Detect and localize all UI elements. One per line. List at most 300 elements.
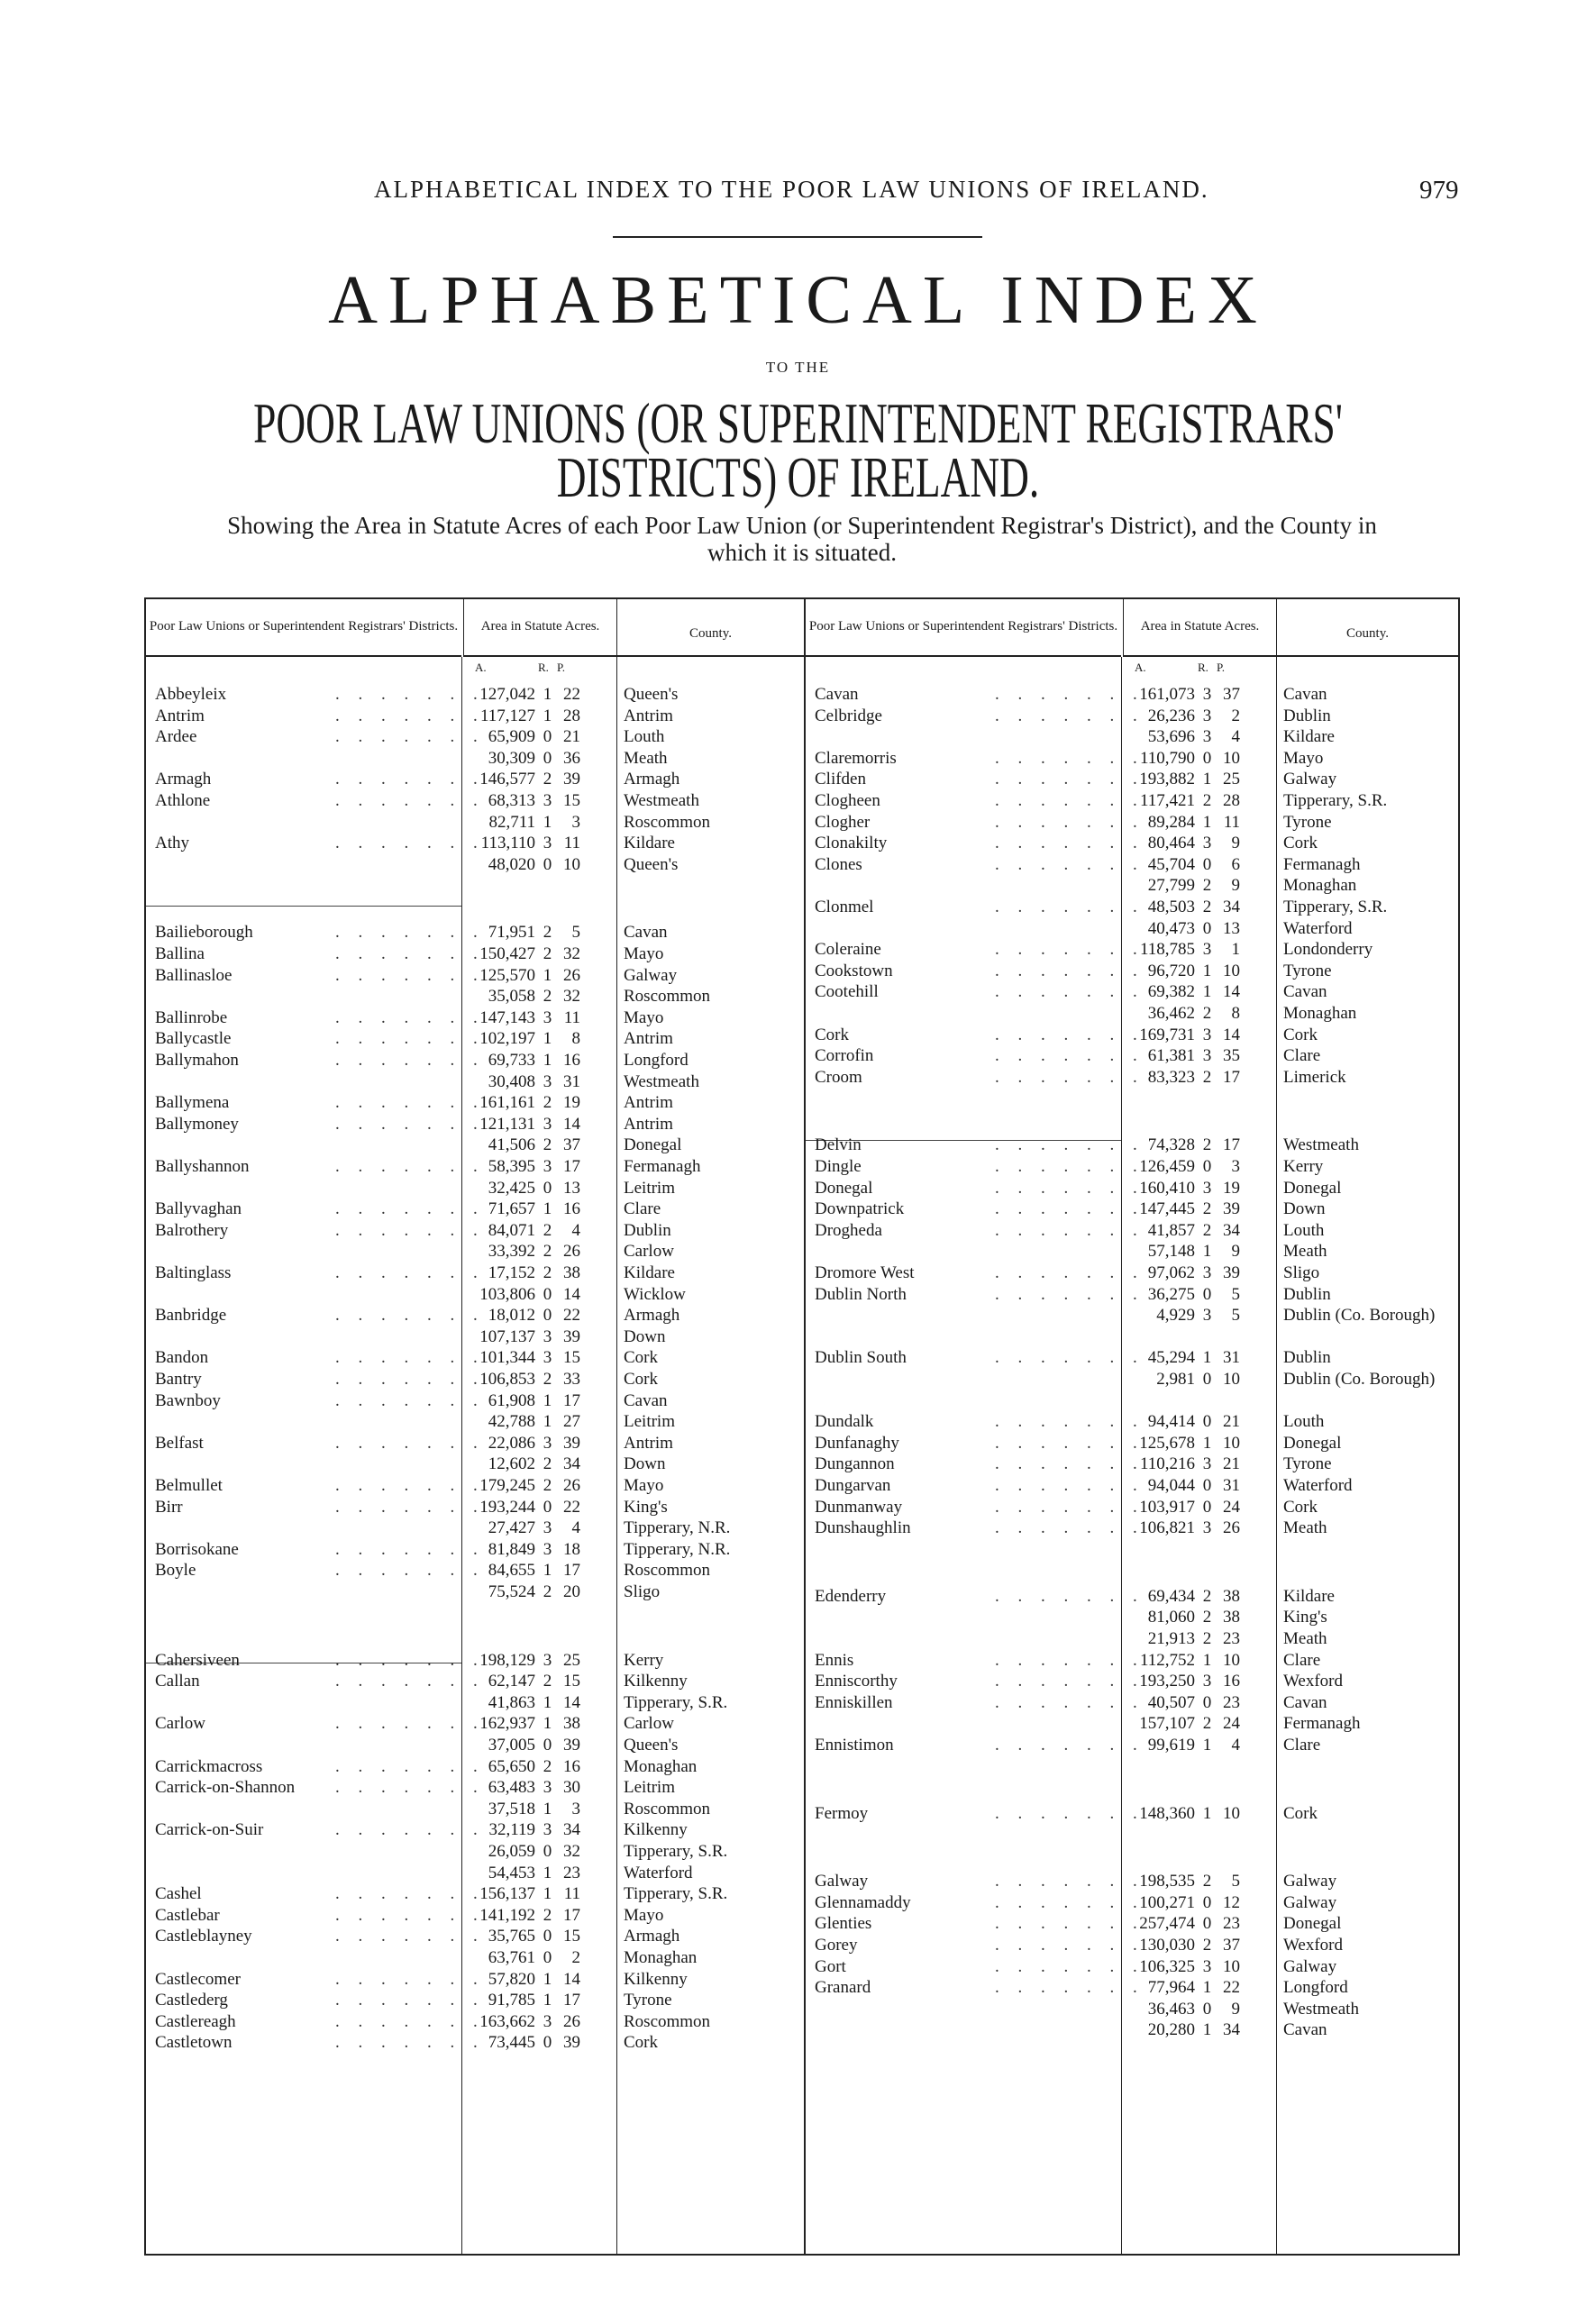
area-perches: 8: [571, 1029, 580, 1048]
county-name: Kilkenny: [624, 1820, 688, 1839]
table-row: [806, 1347, 1464, 1369]
leader-dots: . . . . . . .: [995, 1135, 1145, 1154]
county-name: Clare: [624, 1199, 661, 1218]
table-row: [806, 1135, 1464, 1156]
union-name: Ennis: [815, 1651, 854, 1670]
area-roods: 3: [543, 1820, 552, 1839]
area-perches: 3: [571, 813, 580, 832]
county-name: Limerick: [1283, 1068, 1346, 1087]
area-acres: 179,245: [479, 1476, 535, 1495]
table-row: [146, 1305, 804, 1326]
union-name: Dingle: [815, 1157, 862, 1176]
county-name: Cork: [1283, 1804, 1318, 1823]
table-row: [146, 1560, 804, 1581]
county-name: Wexford: [1283, 1672, 1343, 1691]
union-name: Drogheda: [815, 1221, 882, 1240]
area-acres: 146,577: [479, 770, 535, 788]
area-acres: 61,908: [488, 1391, 535, 1410]
county-name: Queen's: [624, 685, 679, 704]
area-roods: 0: [543, 749, 552, 768]
table-row: [146, 1199, 804, 1220]
area-perches: 22: [563, 1306, 580, 1325]
county-name: Mayo: [624, 1008, 664, 1027]
area-roods: 1: [1202, 1804, 1212, 1823]
county-name: Leitrim: [624, 1778, 675, 1797]
table-row: [146, 2032, 804, 2054]
area-perches: 5: [1231, 1285, 1240, 1304]
table-row: [146, 1990, 804, 2011]
county-name: Down: [1283, 1199, 1326, 1218]
area-perches: 19: [1223, 1179, 1240, 1198]
area-acres: 53,696: [1147, 727, 1195, 746]
leader-dots: . . . . . . .: [995, 1587, 1145, 1606]
area-perches: 2: [1231, 706, 1240, 725]
union-name: Dunmanway: [815, 1498, 903, 1517]
county-name: Wexford: [1283, 1936, 1343, 1955]
table-row: [146, 1650, 804, 1672]
area-perches: 31: [563, 1072, 580, 1091]
table-row: [806, 684, 1464, 706]
area-perches: 6: [1231, 855, 1240, 874]
area-acres: 41,863: [488, 1693, 535, 1712]
table-row: [146, 854, 804, 876]
leader-dots: . . . . . . .: [335, 1115, 485, 1134]
area-roods: 2: [1202, 1872, 1212, 1891]
area-acres: 193,882: [1139, 770, 1195, 788]
union-name: Carrickmacross: [155, 1757, 263, 1776]
area-roods: 3: [543, 1651, 552, 1670]
union-name: Dunshaughlin: [815, 1518, 911, 1537]
area-perches: 16: [1223, 1672, 1240, 1691]
table-row: [806, 1713, 1464, 1735]
union-name: Ardee: [155, 727, 197, 746]
table-row: [806, 1956, 1464, 1978]
title-rule: [613, 236, 982, 238]
union-name: Baltinglass: [155, 1263, 232, 1282]
county-name: Kilkenny: [624, 1672, 688, 1691]
county-name: Tipperary, N.R.: [624, 1518, 731, 1537]
union-name: Celbridge: [815, 706, 882, 725]
area-perches: 14: [563, 1970, 580, 1989]
leader-dots: . . . . . . .: [335, 1306, 485, 1325]
county-name: Tyrone: [624, 1991, 672, 2010]
union-name: Clonakilty: [815, 834, 888, 852]
area-acres: 35,058: [488, 987, 535, 1006]
area-roods: 2: [1202, 1221, 1212, 1240]
county-name: Louth: [1283, 1412, 1325, 1431]
area-roods: 2: [543, 1221, 552, 1240]
area-perches: 15: [563, 1348, 580, 1367]
leader-dots: . . . . . . .: [335, 1199, 485, 1218]
table-row: [146, 965, 804, 987]
area-roods: 1: [543, 1714, 552, 1733]
area-acres: 118,785: [1139, 940, 1195, 959]
table-row: [146, 769, 804, 790]
area-acres: 125,678: [1139, 1434, 1195, 1453]
county-name: Antrim: [624, 1115, 673, 1134]
area-perches: 10: [1223, 1651, 1240, 1670]
union-name: Ennistimon: [815, 1736, 894, 1755]
area-roods: 2: [1202, 1135, 1212, 1154]
area-acres: 101,344: [479, 1348, 535, 1367]
area-roods: 3: [1202, 1025, 1212, 1044]
leader-dots: . . . . . . .: [995, 898, 1145, 916]
header-name: Poor Law Unions or Superintendent Registrars' Districts.: [146, 599, 461, 657]
leader-dots: . . . . . . .: [995, 1936, 1145, 1955]
area-roods: 2: [1202, 876, 1212, 895]
union-name: Enniscorthy: [815, 1672, 898, 1691]
union-name: Carlow: [155, 1714, 205, 1733]
union-name: Dunfanaghy: [815, 1434, 899, 1453]
area-acres: 2,981: [1156, 1370, 1195, 1389]
area-acres: 27,427: [488, 1518, 535, 1537]
leader-dots: . . . . . . .: [995, 940, 1145, 959]
area-perches: 26: [1223, 1518, 1240, 1537]
area-perches: 15: [563, 791, 580, 810]
area-roods: 3: [543, 1434, 552, 1453]
area-perches: 36: [563, 749, 580, 768]
county-name: Wicklow: [624, 1285, 686, 1304]
table-row: [146, 1050, 804, 1071]
county-name: Cork: [624, 1370, 658, 1389]
area-acres: 22,086: [488, 1434, 535, 1453]
table-row: [806, 1999, 1464, 2020]
county-name: Armagh: [624, 1306, 680, 1325]
unit-acres: A.: [475, 661, 487, 674]
area-acres: 163,662: [479, 2012, 535, 2031]
area-perches: 33: [563, 1370, 580, 1389]
leader-dots: . . . . . . .: [335, 1391, 485, 1410]
leader-dots: . . . . . . .: [995, 1285, 1145, 1304]
area-acres: 61,381: [1147, 1046, 1195, 1065]
area-roods: 2: [543, 1906, 552, 1925]
area-roods: 3: [543, 1327, 552, 1346]
table-row: [806, 1871, 1464, 1892]
county-name: Kildare: [624, 1263, 675, 1282]
table-row: [806, 1411, 1464, 1433]
leader-dots: . . . . . . .: [995, 1893, 1145, 1912]
area-acres: 41,506: [488, 1135, 535, 1154]
union-name: Cashel: [155, 1884, 202, 1903]
union-name: Antrim: [155, 706, 205, 725]
area-roods: 2: [1202, 1587, 1212, 1606]
area-perches: 9: [1231, 834, 1240, 852]
area-roods: 0: [1202, 1370, 1212, 1389]
leader-dots: . . . . . . .: [995, 1914, 1145, 1933]
table-row: [806, 769, 1464, 790]
header-name: Poor Law Unions or Superintendent Registrars' Districts.: [806, 599, 1121, 657]
area-perches: 14: [563, 1115, 580, 1134]
area-acres: 77,964: [1147, 1978, 1195, 1997]
area-acres: 73,445: [488, 2033, 535, 2052]
header-county: County.: [1276, 599, 1458, 657]
leader-dots: . . . . . . .: [335, 1348, 485, 1367]
table-row: [806, 706, 1464, 727]
table-row: [146, 1671, 804, 1692]
county-name: Fermanagh: [1283, 1714, 1361, 1733]
area-roods: 3: [543, 1540, 552, 1559]
area-acres: 62,147: [488, 1672, 535, 1691]
area-acres: 45,704: [1147, 855, 1195, 874]
table-row: [146, 1241, 804, 1262]
area-acres: 169,731: [1139, 1025, 1195, 1044]
area-perches: 39: [563, 1736, 580, 1755]
area-acres: 160,410: [1139, 1179, 1195, 1198]
county-name: Monaghan: [624, 1948, 698, 1967]
area-roods: 2: [1202, 1068, 1212, 1087]
area-acres: 193,250: [1139, 1672, 1195, 1691]
area-perches: 32: [563, 987, 580, 1006]
leader-dots: . . . . . . .: [335, 2033, 485, 2052]
area-roods: 2: [543, 1454, 552, 1473]
area-acres: 36,275: [1147, 1285, 1195, 1304]
area-roods: 2: [1202, 1714, 1212, 1733]
area-roods: 0: [1202, 1476, 1212, 1495]
union-name: Downpatrick: [815, 1199, 905, 1218]
area-roods: 0: [543, 1498, 552, 1517]
area-acres: 126,459: [1139, 1157, 1195, 1176]
area-acres: 48,020: [488, 855, 535, 874]
area-perches: 15: [563, 1672, 580, 1691]
county-name: Down: [624, 1454, 666, 1473]
area-perches: 21: [563, 727, 580, 746]
area-roods: 0: [543, 1842, 552, 1861]
area-roods: 2: [543, 1263, 552, 1282]
county-name: Roscommon: [624, 987, 711, 1006]
union-name: Ballymena: [155, 1093, 230, 1112]
area-perches: 28: [1223, 791, 1240, 810]
county-name: Cavan: [1283, 2020, 1327, 2039]
area-perches: 37: [1223, 1936, 1240, 1955]
county-name: Galway: [1283, 770, 1337, 788]
county-name: Kerry: [1283, 1157, 1324, 1176]
county-name: Longford: [624, 1051, 689, 1070]
union-name: Edenderry: [815, 1587, 887, 1606]
area-roods: 1: [543, 813, 552, 832]
area-roods: 3: [543, 1008, 552, 1027]
union-name: Dundalk: [815, 1412, 874, 1431]
area-perches: 13: [1223, 919, 1240, 938]
area-acres: 58,395: [488, 1157, 535, 1176]
area-perches: 39: [563, 770, 580, 788]
union-name: Ballyvaghan: [155, 1199, 242, 1218]
union-name: Balrothery: [155, 1221, 229, 1240]
county-name: Antrim: [624, 1029, 673, 1048]
area-roods: 1: [543, 1884, 552, 1903]
area-acres: 33,392: [488, 1242, 535, 1261]
area-roods: 0: [1202, 855, 1212, 874]
area-acres: 36,462: [1147, 1004, 1195, 1023]
area-perches: 17: [1223, 1135, 1240, 1154]
area-acres: 18,012: [488, 1306, 535, 1325]
county-name: Cork: [1283, 1498, 1318, 1517]
area-acres: 162,937: [479, 1714, 535, 1733]
area-roods: 0: [1202, 2000, 1212, 2019]
leader-dots: . . . . . . .: [995, 770, 1145, 788]
county-name: Cavan: [624, 1391, 668, 1410]
table-row: [806, 748, 1464, 770]
area-roods: 2: [543, 1370, 552, 1389]
leader-dots: . . . . . . .: [995, 1693, 1145, 1712]
area-acres: 26,236: [1147, 706, 1195, 725]
union-name: Dromore West: [815, 1263, 915, 1282]
area-acres: 30,309: [488, 749, 535, 768]
table-row: [146, 1926, 804, 1947]
area-perches: 9: [1231, 2000, 1240, 2019]
area-acres: 42,788: [488, 1412, 535, 1431]
leader-dots: . . . . . . .: [995, 855, 1145, 874]
union-name: Carrick-on-Suir: [155, 1820, 264, 1839]
area-acres: 74,328: [1147, 1135, 1195, 1154]
leader-dots: . . . . . . .: [995, 1199, 1145, 1218]
leader-dots: . . . . . . .: [995, 706, 1145, 725]
table-row: [146, 1135, 804, 1156]
table-row: [146, 986, 804, 1007]
leader-dots: . . . . . . .: [995, 962, 1145, 980]
area-perches: 31: [1223, 1348, 1240, 1367]
area-acres: 69,434: [1147, 1587, 1195, 1606]
leader-dots: . . . . . . .: [335, 1970, 485, 1989]
county-name: Galway: [1283, 1893, 1337, 1912]
table-row: [146, 1178, 804, 1199]
area-acres: 65,909: [488, 727, 535, 746]
area-acres: 148,360: [1139, 1804, 1195, 1823]
table-row: [146, 2011, 804, 2033]
county-name: Tyrone: [1283, 813, 1332, 832]
leader-dots: . . . . . . .: [335, 1498, 485, 1517]
table-row: [146, 1969, 804, 1991]
area-perches: 34: [563, 1454, 580, 1473]
table-row: [806, 1220, 1464, 1242]
area-perches: 4: [571, 1221, 580, 1240]
table-row: [806, 2019, 1464, 2041]
area-perches: 32: [563, 1842, 580, 1861]
table-row: [806, 939, 1464, 961]
area-roods: 2: [543, 1135, 552, 1154]
area-acres: 12,602: [488, 1454, 535, 1473]
area-acres: 45,294: [1147, 1348, 1195, 1367]
union-name: Callan: [155, 1672, 200, 1691]
area-acres: 84,071: [488, 1221, 535, 1240]
county-name: Roscommon: [624, 2012, 711, 2031]
table-row: [806, 1892, 1464, 1914]
area-acres: 107,137: [479, 1327, 535, 1346]
table-row: [806, 1650, 1464, 1672]
county-name: Longford: [1283, 1978, 1348, 1997]
table-row: [146, 1518, 804, 1539]
leader-dots: . . . . . . .: [995, 1651, 1145, 1670]
area-roods: 1: [543, 1051, 552, 1070]
area-roods: 3: [543, 1072, 552, 1091]
area-perches: 34: [563, 1820, 580, 1839]
area-roods: 3: [1202, 834, 1212, 852]
union-name: Castlederg: [155, 1991, 228, 2010]
table-row: [806, 790, 1464, 812]
county-name: Tipperary, S.R.: [624, 1693, 728, 1712]
area-perches: 37: [1223, 685, 1240, 704]
area-roods: 0: [1202, 1498, 1212, 1517]
area-perches: 17: [563, 1991, 580, 2010]
county-name: Donegal: [624, 1135, 682, 1154]
area-roods: 3: [1202, 1518, 1212, 1537]
area-roods: 1: [1202, 1651, 1212, 1670]
county-name: Cork: [1283, 1025, 1318, 1044]
area-roods: 2: [1202, 1936, 1212, 1955]
table-row: [806, 1977, 1464, 1999]
area-perches: 37: [563, 1135, 580, 1154]
county-name: Cavan: [624, 923, 668, 942]
area-roods: 0: [543, 1306, 552, 1325]
leader-dots: . . . . . . .: [335, 1540, 485, 1559]
union-name: Cork: [815, 1025, 849, 1044]
county-name: Meath: [1283, 1629, 1327, 1648]
area-acres: 81,849: [488, 1540, 535, 1559]
area-roods: 2: [1202, 1199, 1212, 1218]
area-acres: 193,244: [479, 1498, 535, 1517]
union-name: Castlebar: [155, 1906, 220, 1925]
area-acres: 63,483: [488, 1778, 535, 1797]
area-perches: 35: [1223, 1046, 1240, 1065]
union-name: Ballinasloe: [155, 966, 233, 985]
area-acres: 35,765: [488, 1927, 535, 1946]
county-name: Dublin: [1283, 1285, 1331, 1304]
area-perches: 3: [571, 1800, 580, 1818]
unit-acres: A.: [1135, 661, 1146, 674]
county-name: Kerry: [624, 1651, 664, 1670]
page-title-secondary: POOR LAW UNIONS (OR SUPERINTENDENT REGISTRARS' DISTRICTS) OF IRELAND.: [253, 392, 1343, 509]
area-roods: 1: [1202, 813, 1212, 832]
table-row: [806, 1305, 1464, 1326]
area-acres: 65,650: [488, 1757, 535, 1776]
county-name: Tyrone: [1283, 962, 1332, 980]
union-name: Bantry: [155, 1370, 202, 1389]
table-row: [146, 1883, 804, 1905]
table-row: [806, 918, 1464, 940]
union-name: Borrisokane: [155, 1540, 239, 1559]
union-name: Glenties: [815, 1914, 872, 1933]
area-acres: 57,148: [1147, 1242, 1195, 1261]
county-name: Dublin (Co. Borough): [1283, 1370, 1436, 1389]
leader-dots: . . . . . . .: [335, 1221, 485, 1240]
union-name: Athlone: [155, 791, 211, 810]
area-roods: 0: [1202, 1412, 1212, 1431]
union-name: Castletown: [155, 2033, 233, 2052]
table-row: [146, 1262, 804, 1284]
union-name: Dublin South: [815, 1348, 907, 1367]
leader-dots: . . . . . . .: [335, 1263, 485, 1282]
area-roods: 3: [1202, 727, 1212, 746]
county-name: Down: [624, 1327, 666, 1346]
union-name: Ballymahon: [155, 1051, 239, 1070]
area-roods: 1: [543, 1412, 552, 1431]
area-perches: 38: [563, 1263, 580, 1282]
union-name: Bandon: [155, 1348, 209, 1367]
area-acres: 257,474: [1139, 1914, 1195, 1933]
county-name: Waterford: [1283, 1476, 1353, 1495]
running-title: ALPHABETICAL INDEX TO THE POOR LAW UNIONS OF IRELAND.: [374, 176, 1209, 203]
county-name: Kildare: [1283, 1587, 1335, 1606]
union-name: Cootehill: [815, 982, 879, 1001]
county-name: King's: [624, 1498, 668, 1517]
table-row: [146, 833, 804, 854]
area-acres: 157,107: [1139, 1714, 1195, 1733]
area-roods: 3: [543, 2012, 552, 2031]
area-roods: 1: [1202, 1434, 1212, 1453]
county-name: Monaghan: [624, 1757, 698, 1776]
area-acres: 26,059: [488, 1842, 535, 1861]
area-acres: 37,518: [488, 1800, 535, 1818]
union-name: Granard: [815, 1978, 871, 1997]
